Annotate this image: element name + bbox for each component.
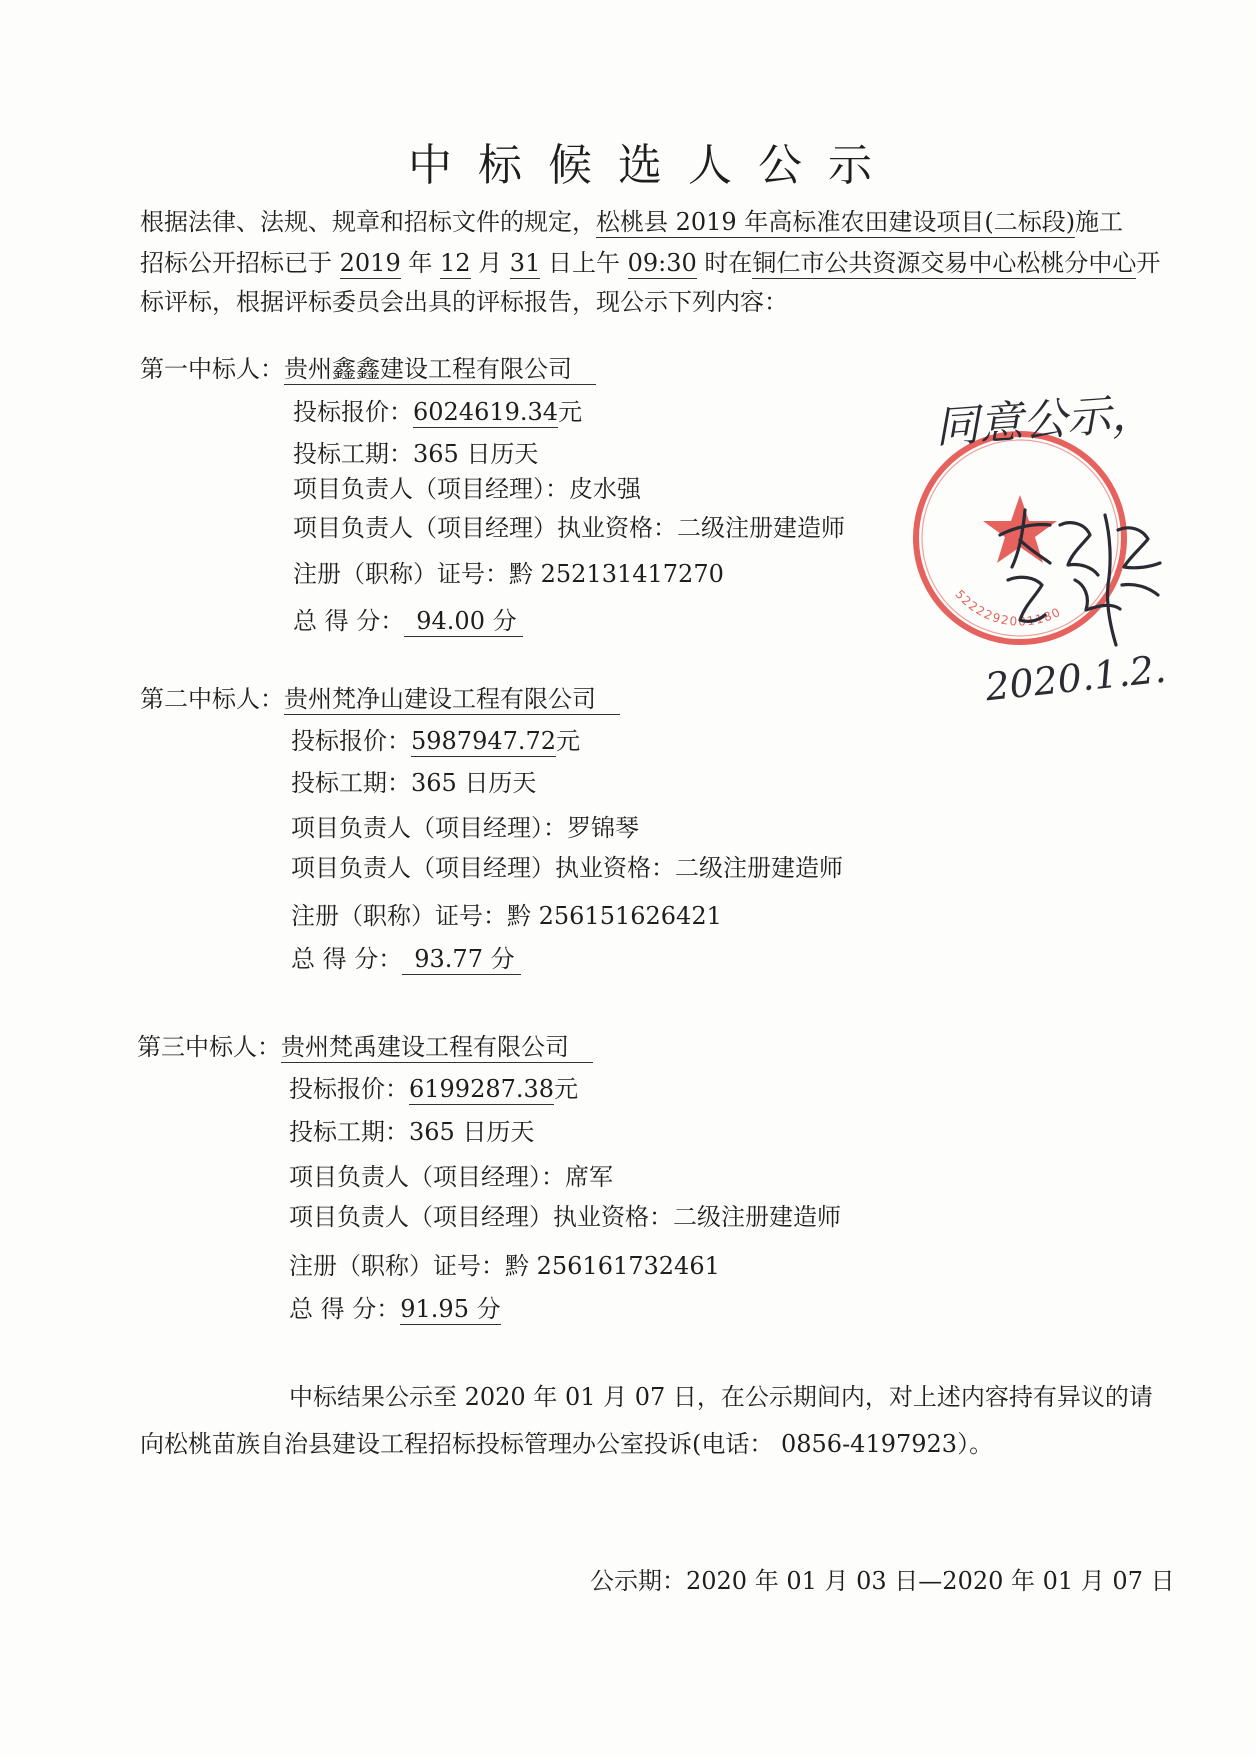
period-label: 投标工期：: [291, 769, 411, 797]
project-name: 松桃县 2019 年高标准农田建设项目(二标段): [596, 208, 1076, 236]
candidate-1-period-line: [293, 440, 538, 468]
candidate-2-cert-line: [291, 902, 722, 930]
candidate-3-score-line: [289, 1295, 501, 1323]
candidate-1-cert-line: [293, 560, 724, 588]
score-label: 总 得 分：: [291, 945, 403, 973]
intro-text: 月: [470, 249, 510, 277]
handwritten-signature: [990, 505, 1165, 650]
closing-line-1: 中标结果公示至 2020 年 01 月 07 日，在公示期间内，对上述内容持有异议的请: [289, 1383, 1153, 1411]
intro-text: 施工: [1075, 208, 1124, 236]
signature-stroke: [1122, 584, 1158, 595]
intro-text: 日上午: [540, 249, 628, 277]
qualification-label: 项目负责人（项目经理）执业资格：: [289, 1203, 673, 1231]
candidate-1-score-line: [293, 607, 523, 635]
qualification-value: 二级注册建造师: [675, 854, 843, 882]
manager-name: 席军: [565, 1163, 613, 1191]
candidate-1-rank-line: [140, 355, 596, 383]
bid-price: 5987947.72: [411, 727, 557, 755]
rank-label: 第一中标人：: [140, 355, 284, 383]
qualification-value: 二级注册建造师: [673, 1203, 841, 1231]
opening-time: 09:30: [627, 249, 697, 277]
candidate-3-rank-line: [137, 1033, 593, 1061]
qualification-value: 二级注册建造师: [677, 514, 845, 542]
opening-venue: 铜仁市公共资源交易中心松桃分中心: [752, 249, 1137, 277]
period-value: 365 日历天: [413, 440, 539, 468]
score-value: 93.77 分: [402, 945, 520, 975]
candidate-3-bid-line: [289, 1075, 578, 1103]
candidate-2-bid-line: [291, 727, 580, 755]
opening-day: 31: [509, 249, 541, 277]
handwritten-approval-note: 同意公示，: [933, 387, 1157, 454]
manager-name: 罗锦琴: [567, 814, 639, 842]
signature-stroke: [1075, 580, 1120, 610]
candidate-2-score-line: [291, 945, 521, 973]
bid-label: 投标报价：: [293, 398, 413, 426]
bid-label: 投标报价：: [291, 727, 411, 755]
company-name: 贵州鑫鑫建设工程有限公司: [284, 355, 596, 385]
cert-number: 黔 252131417270: [509, 560, 724, 588]
manager-label: 项目负责人（项目经理）：: [291, 814, 567, 842]
seal-code-text: 5222292001180: [952, 587, 1064, 629]
signature-stroke: [1000, 524, 1050, 535]
publicity-period-label: 公示期：: [590, 1567, 686, 1595]
closing-line-2: 向松桃苗族自治县建设工程招标投标管理办公室投诉(电话： 0856-4197923）。: [140, 1430, 994, 1458]
cert-label: 注册（职称）证号：: [291, 902, 507, 930]
candidate-3-qualification-line: [289, 1203, 841, 1231]
manager-label: 项目负责人（项目经理）：: [293, 475, 569, 503]
publicity-period-value: 2020 年 01 月 03 日—2020 年 01 月 07 日: [686, 1567, 1175, 1595]
bid-price: 6024619.34: [413, 398, 559, 426]
signature-stroke: [1105, 515, 1116, 645]
candidate-2-manager-line: [291, 814, 639, 842]
signature-stroke: [1012, 510, 1025, 567]
signature-stroke: [1118, 528, 1160, 568]
candidate-3-manager-line: [289, 1163, 613, 1191]
cert-number: 黔 256161732461: [505, 1252, 720, 1280]
intro-text: 开: [1136, 249, 1161, 277]
qualification-label: 项目负责人（项目经理）执业资格：: [291, 854, 675, 882]
bid-price: 6199287.38: [409, 1075, 555, 1103]
intro-text: 招标公开招标已于: [140, 249, 340, 277]
handwritten-date: 2020.1.2.: [983, 646, 1169, 710]
cert-number: 黔 256151626421: [507, 902, 722, 930]
cert-label: 注册（职称）证号：: [293, 560, 509, 588]
candidate-2-period-line: [291, 769, 536, 797]
intro-text: 根据法律、法规、规章和招标文件的规定，: [140, 208, 596, 236]
opening-year: 2019: [339, 249, 401, 277]
score-value: 94.00 分: [404, 607, 522, 637]
signature-stroke: [1008, 577, 1045, 621]
signature-stroke: [1060, 523, 1098, 575]
candidate-1-qualification-line: [293, 514, 845, 542]
rank-label: 第二中标人：: [140, 685, 284, 713]
intro-line-1: [140, 208, 1123, 236]
period-value: 365 日历天: [409, 1118, 535, 1146]
candidate-1-manager-line: [293, 475, 641, 503]
opening-month: 12: [439, 249, 471, 277]
bid-unit: 元: [558, 398, 583, 426]
company-name: 贵州梵净山建设工程有限公司: [284, 685, 620, 715]
score-label: 总 得 分：: [293, 607, 405, 635]
score-label: 总 得 分：: [289, 1295, 401, 1323]
candidate-2-qualification-line: [291, 854, 843, 882]
bid-unit: 元: [554, 1075, 579, 1103]
candidate-2-rank-line: [140, 685, 620, 713]
intro-text: 年: [400, 249, 440, 277]
bid-label: 投标报价：: [289, 1075, 409, 1103]
intro-line-2: [140, 249, 1160, 277]
bid-unit: 元: [556, 727, 581, 755]
score-value: 91.95 分: [400, 1295, 501, 1323]
company-name: 贵州梵禹建设工程有限公司: [281, 1033, 593, 1063]
manager-name: 皮水强: [569, 475, 641, 503]
intro-text: 时在: [696, 249, 753, 277]
signature-stroke: [1020, 540, 1050, 563]
period-label: 投标工期：: [289, 1118, 409, 1146]
candidate-3-cert-line: [289, 1252, 720, 1280]
qualification-label: 项目负责人（项目经理）执业资格：: [293, 514, 677, 542]
publicity-period-line: [590, 1567, 1175, 1595]
period-value: 365 日历天: [411, 769, 537, 797]
document-title: 中 标 候 选 人 公 示: [408, 140, 878, 191]
cert-label: 注册（职称）证号：: [289, 1252, 505, 1280]
candidate-3-period-line: [289, 1118, 534, 1146]
candidate-1-bid-line: [293, 398, 582, 426]
intro-line-3: 标评标，根据评标委员会出具的评标报告，现公示下列内容：: [140, 288, 788, 316]
rank-label: 第三中标人：: [137, 1033, 281, 1061]
period-label: 投标工期：: [293, 440, 413, 468]
manager-label: 项目负责人（项目经理）：: [289, 1163, 565, 1191]
